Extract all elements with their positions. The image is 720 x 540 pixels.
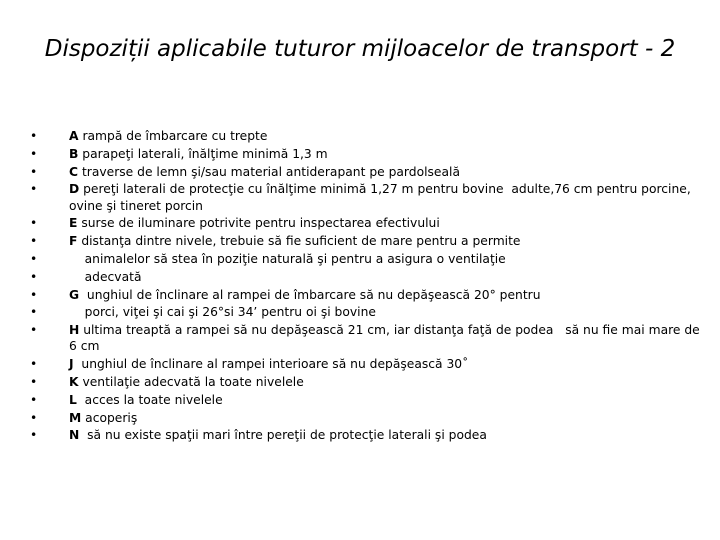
bullet-item bbox=[30, 322, 710, 354]
bullet-letter: F bbox=[69, 234, 78, 249]
bullet-item bbox=[30, 164, 710, 180]
bullet-dot-icon: • bbox=[30, 216, 38, 231]
bullet-text: ultima treaptă a rampei să nu depăşească 21 cm, iar distanţa faţă de podea să nu fie mai mare de 6 cm bbox=[69, 323, 704, 354]
bullet-list bbox=[30, 128, 710, 445]
bullet-dot-icon: • bbox=[30, 428, 38, 443]
bullet-dot-icon: • bbox=[30, 374, 38, 389]
bullet-item bbox=[30, 427, 710, 443]
bullet-item bbox=[30, 233, 710, 249]
bullet-item bbox=[30, 181, 710, 213]
bullet-letter: L bbox=[69, 392, 77, 407]
bullet-text: animalelor să stea în poziţie naturală şi pentru a asigura o ventilaţie bbox=[69, 251, 506, 266]
bullet-text: unghiul de înclinare al rampei de îmbarcare să nu depăşească 20° pentru bbox=[79, 287, 541, 302]
bullet-dot-icon: • bbox=[30, 164, 38, 179]
slide-title: Dispoziții aplicabile tuturor mijloacelor de transport - 2 bbox=[44, 36, 676, 62]
bullet-dot-icon: • bbox=[30, 287, 38, 302]
bullet-item bbox=[30, 410, 710, 426]
bullet-dot-icon: • bbox=[30, 269, 38, 284]
bullet-letter: M bbox=[69, 410, 82, 425]
bullet-item bbox=[30, 287, 710, 303]
bullet-dot-icon: • bbox=[30, 251, 38, 266]
bullet-text: unghiul de înclinare al rampei interioare să nu depăşească 30˚ bbox=[73, 357, 469, 372]
bullet-dot-icon: • bbox=[30, 392, 38, 407]
bullet-letter: G bbox=[69, 287, 80, 302]
bullet-item bbox=[30, 251, 710, 267]
bullet-letter: E bbox=[69, 216, 78, 231]
bullet-text: ventilaţie adecvată la toate nivelele bbox=[78, 374, 304, 389]
bullet-text: surse de iluminare potrivite pentru inspectarea efectivului bbox=[77, 216, 440, 231]
bullet-letter: N bbox=[69, 428, 80, 443]
bullet-text: pereţi laterali de protecţie cu înălţime minimă 1,27 m pentru bovine adulte,76 cm pentru porcine, ovine şi tineret porcin bbox=[69, 182, 695, 213]
bullet-item bbox=[30, 304, 710, 320]
bullet-letter: D bbox=[69, 182, 80, 197]
bullet-item bbox=[30, 146, 710, 162]
bullet-text: distanţa dintre nivele, trebuie să fie suficient de mare pentru a permite bbox=[77, 234, 521, 249]
bullet-letter: A bbox=[69, 129, 79, 143]
bullet-letter: C bbox=[69, 164, 79, 179]
bullet-letter: J bbox=[69, 357, 74, 372]
bullet-text: traverse de lemn şi/sau material antiderapant pe pardolseală bbox=[78, 164, 460, 179]
bullet-item bbox=[30, 128, 710, 144]
bullet-item bbox=[30, 392, 710, 408]
bullet-dot-icon: • bbox=[30, 323, 38, 338]
bullet-text: acoperiş bbox=[81, 410, 138, 425]
bullet-item bbox=[30, 269, 710, 285]
bullet-dot-icon: • bbox=[30, 357, 38, 372]
bullet-dot-icon: • bbox=[30, 129, 38, 143]
bullet-dot-icon: • bbox=[30, 146, 38, 161]
bullet-letter: B bbox=[69, 146, 79, 161]
bullet-dot-icon: • bbox=[30, 234, 38, 249]
bullet-letter: H bbox=[69, 323, 80, 338]
bullet-text: să nu existe spaţii mari între pereţii de protecţie laterali şi podea bbox=[79, 428, 487, 443]
bullet-text: porci, viţei şi cai şi 26°si 34’ pentru oi şi bovine bbox=[69, 305, 376, 320]
bullet-item bbox=[30, 356, 710, 372]
bullet-dot-icon: • bbox=[30, 305, 38, 320]
bullet-text: parapeţi laterali, înălţime minimă 1,3 m bbox=[78, 146, 328, 161]
bullet-dot-icon: • bbox=[30, 410, 38, 425]
bullet-text: acces la toate nivelele bbox=[76, 392, 223, 407]
bullet-letter: K bbox=[69, 374, 79, 389]
bullet-text: rampă de îmbarcare cu trepte bbox=[78, 129, 268, 143]
bullet-text: adecvată bbox=[69, 269, 142, 284]
bullet-item bbox=[30, 215, 710, 231]
bullet-item bbox=[30, 374, 710, 390]
bullet-dot-icon: • bbox=[30, 182, 38, 197]
